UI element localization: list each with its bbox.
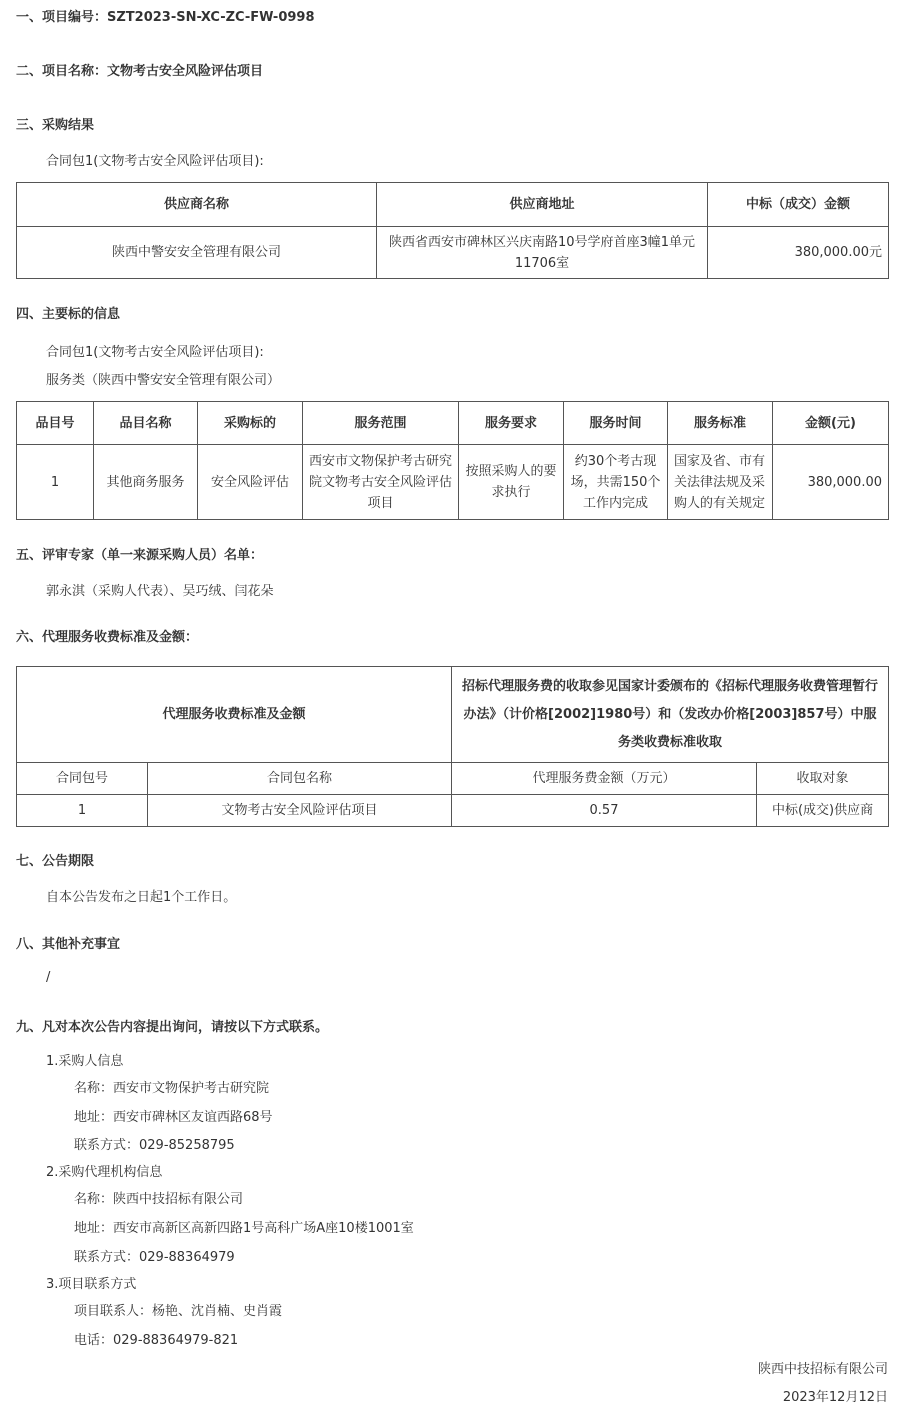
- project-contacts: 项目联系人：杨艳、沈肖楠、史肖霞: [74, 1304, 283, 1319]
- header-amount: 金额(元): [773, 402, 889, 445]
- item-standard: 国家及省、市有关法律法规及采购人的有关规定: [668, 445, 773, 520]
- project-number-label: 一、项目编号：: [16, 10, 108, 25]
- header-fee-payer: 收取对象: [757, 763, 889, 795]
- table-row: [17, 445, 889, 520]
- section-other-title: 八、其他补充事宜: [16, 937, 121, 952]
- section-agency-fee-title: 六、代理服务收费标准及金额：: [16, 630, 199, 645]
- project-name-label: 二、项目名称：: [16, 64, 108, 79]
- fee-standard-text: 招标代理服务费的收取参见国家计委颁布的《招标代理服务收费管理暂行办法》（计价格[2002]1980号）和（发改办价格[2003]857号）中服务类收费标准收取: [452, 667, 889, 763]
- project-name: [16, 60, 263, 79]
- fee-standard-row: [17, 667, 889, 763]
- s4-package-label: 合同包1(文物考古安全风险评估项目):: [46, 345, 264, 360]
- fee-standard-label: 代理服务收费标准及金额: [17, 667, 452, 763]
- fee-amount: 0.57: [452, 795, 757, 827]
- item-requirement: 按照采购人的要求执行: [459, 445, 564, 520]
- buyer-phone: 联系方式：029-85258795: [74, 1138, 235, 1153]
- section-notice-period-title: 七、公告期限: [16, 854, 95, 869]
- item-no: 1: [17, 445, 94, 520]
- s3-package-label: 合同包1(文物考古安全风险评估项目):: [46, 154, 264, 169]
- item-time: 约30个考古现场，共需150个工作内完成: [564, 445, 668, 520]
- header-fee-amount: 代理服务费金额（万元）: [452, 763, 757, 795]
- other-text: /: [46, 970, 51, 985]
- project-number: [16, 6, 315, 25]
- item-subject: 安全风险评估: [198, 445, 303, 520]
- footer-org: 陕西中技招标有限公司: [757, 1362, 888, 1377]
- package-name: 文物考古安全风险评估项目: [148, 795, 452, 827]
- agency-address: 地址：西安市高新区高新四路1号高科广场A座10楼1001室: [74, 1221, 414, 1236]
- section-purchase-result-title: 三、采购结果: [16, 118, 95, 133]
- header-item-no: 品目号: [17, 402, 94, 445]
- header-item-name: 品目名称: [94, 402, 198, 445]
- header-award-amount: 中标（成交）金额: [708, 183, 889, 227]
- main-items-table: [16, 401, 889, 520]
- buyer-address: 地址：西安市碑林区友谊西路68号: [74, 1110, 273, 1125]
- project-phone: 电话：029-88364979-821: [74, 1333, 239, 1348]
- fee-payer: 中标(成交)供应商: [757, 795, 889, 827]
- package-no: 1: [17, 795, 148, 827]
- project-contact-heading: 3.项目联系方式: [46, 1277, 137, 1292]
- supplier-name: 陕西中警安安全管理有限公司: [17, 227, 377, 279]
- item-scope: 西安市文物保护考古研究院文物考古安全风险评估项目: [303, 445, 459, 520]
- agency-heading: 2.采购代理机构信息: [46, 1165, 163, 1180]
- item-amount: 380,000.00: [773, 445, 889, 520]
- table-header-row: [17, 183, 889, 227]
- header-standard: 服务标准: [668, 402, 773, 445]
- footer-date: 2023年12月12日: [782, 1390, 888, 1405]
- item-name: 其他商务服务: [94, 445, 198, 520]
- award-amount: 380,000.00元: [708, 227, 889, 279]
- section-contact-title: 九、凡对本次公告内容提出询问，请按以下方式联系。: [16, 1020, 329, 1035]
- agency-name: 名称：陕西中技招标有限公司: [74, 1192, 244, 1207]
- agency-phone: 联系方式：029-88364979: [74, 1250, 235, 1265]
- project-number-value: SZT2023-SN-XC-ZC-FW-0998: [107, 10, 315, 25]
- agency-fee-table: [16, 666, 889, 827]
- header-requirement: 服务要求: [459, 402, 564, 445]
- table-header-row: [17, 763, 889, 795]
- header-time: 服务时间: [564, 402, 668, 445]
- buyer-heading: 1.采购人信息: [46, 1054, 124, 1069]
- section-main-items-title: 四、主要标的信息: [16, 307, 121, 322]
- header-supplier-address: 供应商地址: [377, 183, 708, 227]
- supplier-address: 陕西省西安市碑林区兴庆南路10号学府首座3幢1单元11706室: [377, 227, 708, 279]
- expert-names: 郭永淇（采购人代表）、吴巧绒、闫花朵: [46, 584, 274, 599]
- table-row: [17, 227, 889, 279]
- notice-period-text: 自本公告发布之日起1个工作日。: [46, 890, 237, 905]
- section-experts-title: 五、评审专家（单一来源采购人员）名单：: [16, 548, 264, 563]
- supplier-table: [16, 182, 889, 279]
- header-package-name: 合同包名称: [148, 763, 452, 795]
- table-header-row: [17, 402, 889, 445]
- buyer-name: 名称：西安市文物保护考古研究院: [74, 1081, 270, 1096]
- header-package-no: 合同包号: [17, 763, 148, 795]
- s4-category-label: 服务类（陕西中警安安全管理有限公司）: [46, 373, 281, 388]
- header-supplier-name: 供应商名称: [17, 183, 377, 227]
- header-subject: 采购标的: [198, 402, 303, 445]
- project-name-value: 文物考古安全风险评估项目: [107, 64, 264, 79]
- header-scope: 服务范围: [303, 402, 459, 445]
- table-row: [17, 795, 889, 827]
